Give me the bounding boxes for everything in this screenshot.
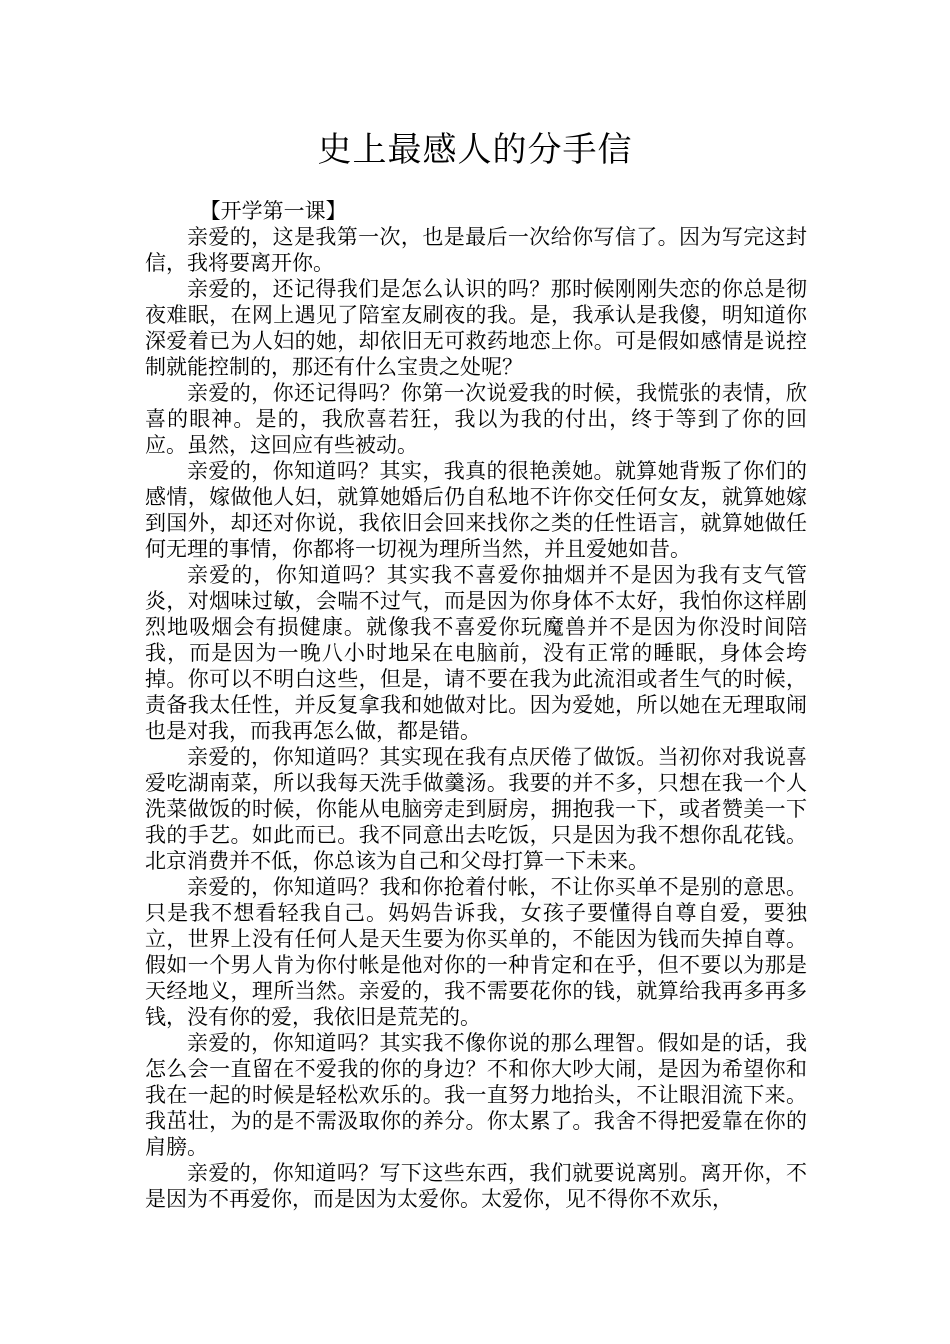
paragraph: 亲爱的，这是我第一次，也是最后一次给你写信了。因为写完这封信，我将要离开你。 bbox=[145, 225, 807, 275]
document-title: 史上最感人的分手信 bbox=[317, 130, 633, 170]
paragraph: 亲爱的，你知道吗？其实我不喜爱你抽烟并不是因为我有支气管炎，对烟味过敏，会喘不过气，而是因为你身体不太好，我怕你这样剧烈地吸烟会有损健康。就像我不喜爱你玩魔兽并不是因为你没时间陪我，而是因为一晚八小时地呆在电脑前，没有正常的睡眠，身体会垮掉。你可以不明白这些，但是，请不要在我为此流泪或者生气的时候，责备我太任性，并反复拿我和她做对比。因为爱她，所以她在无理取闹也是对我，而我再怎么做，都是错。 bbox=[145, 563, 807, 743]
section-label: 【开学第一课】 bbox=[199, 199, 347, 223]
paragraph: 亲爱的，你知道吗？我和你抢着付帐，不让你买单不是别的意思。只是我不想看轻我自己。妈妈告诉我，女孩子要懂得自尊自爱，要独立，世界上没有任何人是天生要为你买单的，不能因为钱而失掉自尊。假如一个男人肯为你付帐是他对你的一种肯定和在乎，但不要以为那是天经地义，理所当然。亲爱的，我不需要花你的钱，就算给我再多再多钱，没有你的爱，我依旧是荒芜的。 bbox=[145, 875, 807, 1029]
paragraph: 亲爱的，你知道吗？其实，我真的很艳羡她。就算她背叛了你们的感情，嫁做他人妇，就算她婚后仍自私地不许你交任何女友，就算她嫁到国外，却还对你说，我依旧会回来找你之类的任性语言，就算她做任何无理的事情，你都将一切视为理所当然，并且爱她如昔。 bbox=[145, 459, 807, 561]
paragraph: 亲爱的，还记得我们是怎么认识的吗？那时候刚刚失恋的你总是彻夜难眠，在网上遇见了陪室友刷夜的我。是，我承认是我傻，明知道你深爱着已为人妇的她，却依旧无可救药地恋上你。可是假如感情是说控制就能控制的，那还有什么宝贵之处呢？ bbox=[145, 277, 807, 379]
paragraph: 亲爱的，你知道吗？写下这些东西，我们就要说离别。离开你，不是因为不再爱你，而是因为太爱你。太爱你，见不得你不欢乐， bbox=[145, 1161, 807, 1211]
paragraph: 亲爱的，你知道吗？其实现在我有点厌倦了做饭。当初你对我说喜爱吃湖南菜，所以我每天洗手做羹汤。我要的并不多，只想在我一个人洗菜做饭的时候，你能从电脑旁走到厨房，拥抱我一下，或者赞美一下我的手艺。如此而已。我不同意出去吃饭，只是因为我不想你乱花钱。北京消费并不低，你总该为自己和父母打算一下未来。 bbox=[145, 745, 807, 873]
paragraph: 亲爱的，你知道吗？其实我不像你说的那么理智。假如是的话，我怎么会一直留在不爱我的你的身边？不和你大吵大闹，是因为希望你和我在一起的时候是轻松欢乐的。我一直努力地抬头，不让眼泪流下来。我茁壮，为的是不需汲取你的养分。你太累了。我舍不得把爱靠在你的肩膀。 bbox=[145, 1031, 807, 1159]
document-body bbox=[145, 198, 807, 1212]
paragraph: 亲爱的，你还记得吗？你第一次说爱我的时候，我慌张的表情，欣喜的眼神。是的，我欣喜若狂，我以为我的付出，终于等到了你的回应。虽然，这回应有些被动。 bbox=[145, 381, 807, 457]
